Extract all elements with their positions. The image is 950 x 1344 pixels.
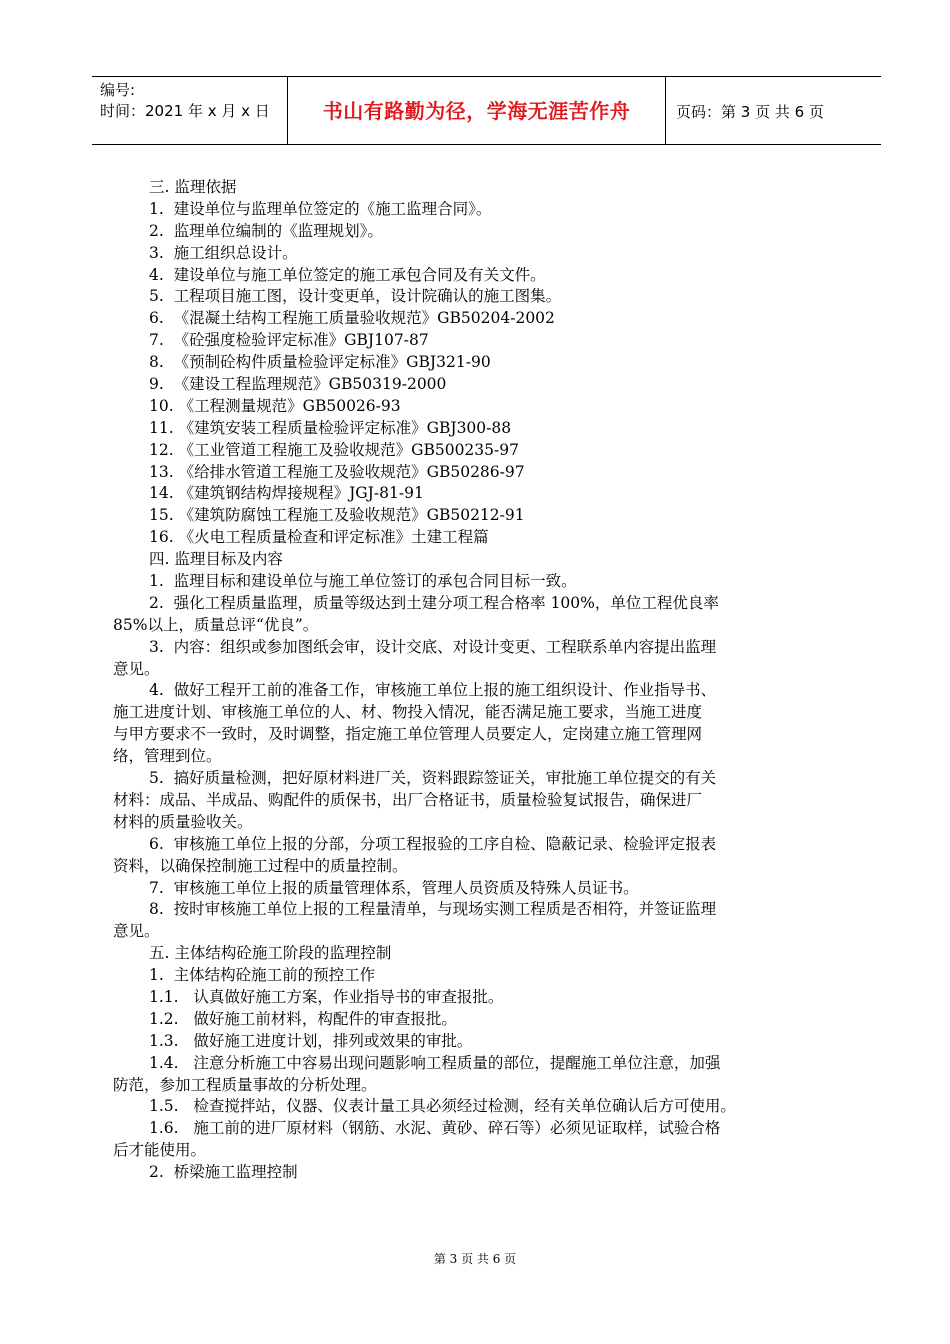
page-footer: 第 3 页 共 6 页 — [433, 1252, 517, 1266]
text-line: 8. 《预制砼构件质量检验评定标准》GBJ321-90 — [149, 353, 491, 372]
text-line: 12. 《工业管道工程施工及验收规范》GB500235-97 — [149, 440, 519, 459]
text-line: 四. 监理目标及内容 — [149, 550, 283, 569]
text-line: 9. 《建设工程监理规范》GB50319-2000 — [149, 375, 447, 394]
code-label: 编号: — [100, 81, 136, 99]
header-page-number: 页码：第 3 页 共 6 页 — [676, 103, 824, 121]
text-line: 1.2. 做好施工前材料，构配件的审查报批。 — [149, 1009, 457, 1028]
text-line: 2. 强化工程质量监理，质量等级达到土建分项工程合格率 100%，单位工程优良率 — [149, 593, 719, 612]
text-line: 材料的质量验收关。 — [113, 812, 253, 831]
text-line: 1. 监理目标和建设单位与施工单位签订的承包合同目标一致。 — [149, 572, 577, 591]
text-line: 4. 做好工程开工前的准备工作，审核施工单位上报的施工组织设计、作业指导书、 — [149, 681, 717, 700]
header-divider-2 — [665, 76, 666, 145]
text-line: 三. 监理依据 — [149, 178, 237, 196]
text-line: 1.1. 认真做好施工方案，作业指导书的审查报批。 — [149, 987, 504, 1006]
text-line: 意见。 — [113, 922, 160, 941]
text-line: 85%以上，质量总评“优良”。 — [113, 615, 319, 634]
header-top-rule — [92, 76, 881, 77]
header-meta — [100, 80, 270, 122]
text-line: 2. 桥梁施工监理控制 — [149, 1163, 298, 1182]
text-line: 1. 主体结构砼施工前的预控工作 — [149, 966, 376, 985]
text-line: 14. 《建筑钢结构焊接规程》JGJ-81-91 — [149, 484, 424, 503]
text-line: 11. 《建筑安装工程质量检验评定标准》GBJ300-88 — [149, 418, 512, 437]
header-bottom-rule — [92, 144, 881, 145]
text-line: 络，管理到位。 — [113, 747, 222, 766]
text-line: 3. 施工组织总设计。 — [149, 243, 298, 262]
text-line: 6. 《混凝土结构工程施工质量验收规范》GB50204-2002 — [149, 309, 555, 328]
text-line: 15. 《建筑防腐蚀工程施工及验收规范》GB50212-91 — [149, 506, 525, 525]
text-line: 8. 按时审核施工单位上报的工程量清单，与现场实测工程质是否相符，并签证监理 — [149, 900, 717, 919]
text-line: 施工进度计划、审核施工单位的人、材、物投入情况，能否满足施工要求，当施工进度 — [113, 703, 703, 722]
header-motto: 书山有路勤为径，学海无涯苦作舟 — [322, 99, 631, 123]
text-line: 10. 《工程测量规范》GB50026-93 — [149, 396, 401, 415]
text-line: 资料，以确保控制施工过程中的质量控制。 — [113, 856, 408, 875]
text-line: 五. 主体结构砼施工阶段的监理控制 — [149, 944, 392, 963]
text-line: 防范，参加工程质量事故的分析处理。 — [113, 1075, 377, 1094]
text-line: 1.5. 检查搅拌站，仪器、仪表计量工具必须经过检测，经有关单位确认后方可使用。 — [149, 1097, 736, 1116]
text-line: 后才能使用。 — [113, 1141, 207, 1160]
text-line: 5. 搞好质量检测，把好原材料进厂关，资料跟踪签证关，审批施工单位提交的有关 — [149, 769, 717, 788]
text-line: 7. 《砼强度检验评定标准》GBJ107-87 — [149, 331, 429, 350]
document-body — [113, 177, 873, 1184]
time-label: 时间：2021 年 x 月 x 日 — [100, 102, 270, 120]
text-line: 材料：成品、半成品、购配件的质保书，出厂合格证书，质量检验复试报告，确保进厂 — [113, 790, 703, 809]
text-line: 3. 内容：组织或参加图纸会审，设计交底、对设计变更、工程联系单内容提出监理 — [149, 637, 717, 656]
text-line: 6. 审核施工单位上报的分部，分项工程报验的工序自检、隐蔽记录、检验评定报表 — [149, 834, 717, 853]
text-line: 2. 监理单位编制的《监理规划》。 — [149, 221, 383, 240]
text-line: 13. 《给排水管道工程施工及验收规范》GB50286-97 — [149, 462, 525, 481]
text-line: 1.4. 注意分析施工中容易出现问题影响工程质量的部位，提醒施工单位注意，加强 — [149, 1053, 721, 1072]
text-line: 5. 工程项目施工图，设计变更单，设计院确认的施工图集。 — [149, 287, 562, 306]
text-line: 1. 建设单位与监理单位签定的《施工监理合同》。 — [149, 199, 492, 218]
text-line: 7. 审核施工单位上报的质量管理体系，管理人员资质及特殊人员证书。 — [149, 878, 639, 897]
text-line: 1.3. 做好施工进度计划，排列或效果的审批。 — [149, 1031, 473, 1050]
text-line: 与甲方要求不一致时，及时调整，指定施工单位管理人员要定人，定岗建立施工管理网 — [113, 725, 703, 744]
text-line: 16. 《火电工程质量检查和评定标准》土建工程篇 — [149, 528, 489, 547]
text-line: 1.6. 施工前的进厂原材料（钢筋、水泥、黄砂、碎石等）必须见证取样，试验合格 — [149, 1119, 721, 1138]
text-line: 意见。 — [113, 659, 160, 678]
text-line: 4. 建设单位与施工单位签定的施工承包合同及有关文件。 — [149, 265, 546, 284]
